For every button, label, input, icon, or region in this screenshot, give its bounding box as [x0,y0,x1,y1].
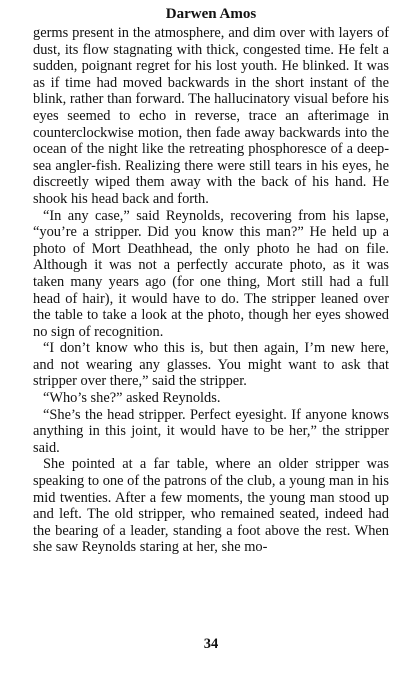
paragraph: She pointed at a far table, where an older stripper was speaking to one of the patrons of the club, a young man in his mid twenties. After a few moments, the young man stood up and left. The old stripper, who remained seated, indeed had the bearing of a leader, standing a foot above the rest. When she saw Reynolds staring at her, she mo- [33,456,389,556]
paragraph: “In any case,” said Reynolds, recovering from his lapse, “you’re a stripper. Did you know this man?” He held up a photo of Mort Deathhead, the only photo he had on file. Although it was not a perfectly accurate photo, as it was taken many years ago (for one thing, Mort still had a full head of hair), it would have to do. The stripper leaned over the table to take a look at the photo, though her eyes showed no sign of recognition. [33,207,389,340]
paragraph: “She’s the head stripper. Perfect eyesight. If anyone knows anything in this joint, it would have to be her,” the stripper said. [33,406,389,456]
running-head: Darwen Amos [165,6,257,22]
paragraph: “I don’t know who this is, but then again, I’m new here, and not wearing any glasses. You might want to ask that stripper over there,” said the stripper. [33,340,389,390]
body-text [33,25,389,556]
book-page [33,5,389,675]
page-number: 34 [203,636,219,652]
paragraph: “Who’s she?” asked Reynolds. [43,390,221,407]
paragraph: germs present in the atmosphere, and dim over with layers of dust, its flow stagnating with thick, congested time. He felt a sudden, poignant regret for his lost youth. He blinked. It was as if time had moved backwards in the short instant of the blink, rather than forward. The hallucinatory visual before his eyes seemed to echo in reverse, trace an afterimage in counterclockwise motion, then fade away backwards into the ocean of the night like the retreating phosphoresce of a deep-sea angler-fish. Realizing there were still tears in his eyes, he discreetly wiped them away with the back of his hand. He shook his head back and forth. [33,25,389,207]
